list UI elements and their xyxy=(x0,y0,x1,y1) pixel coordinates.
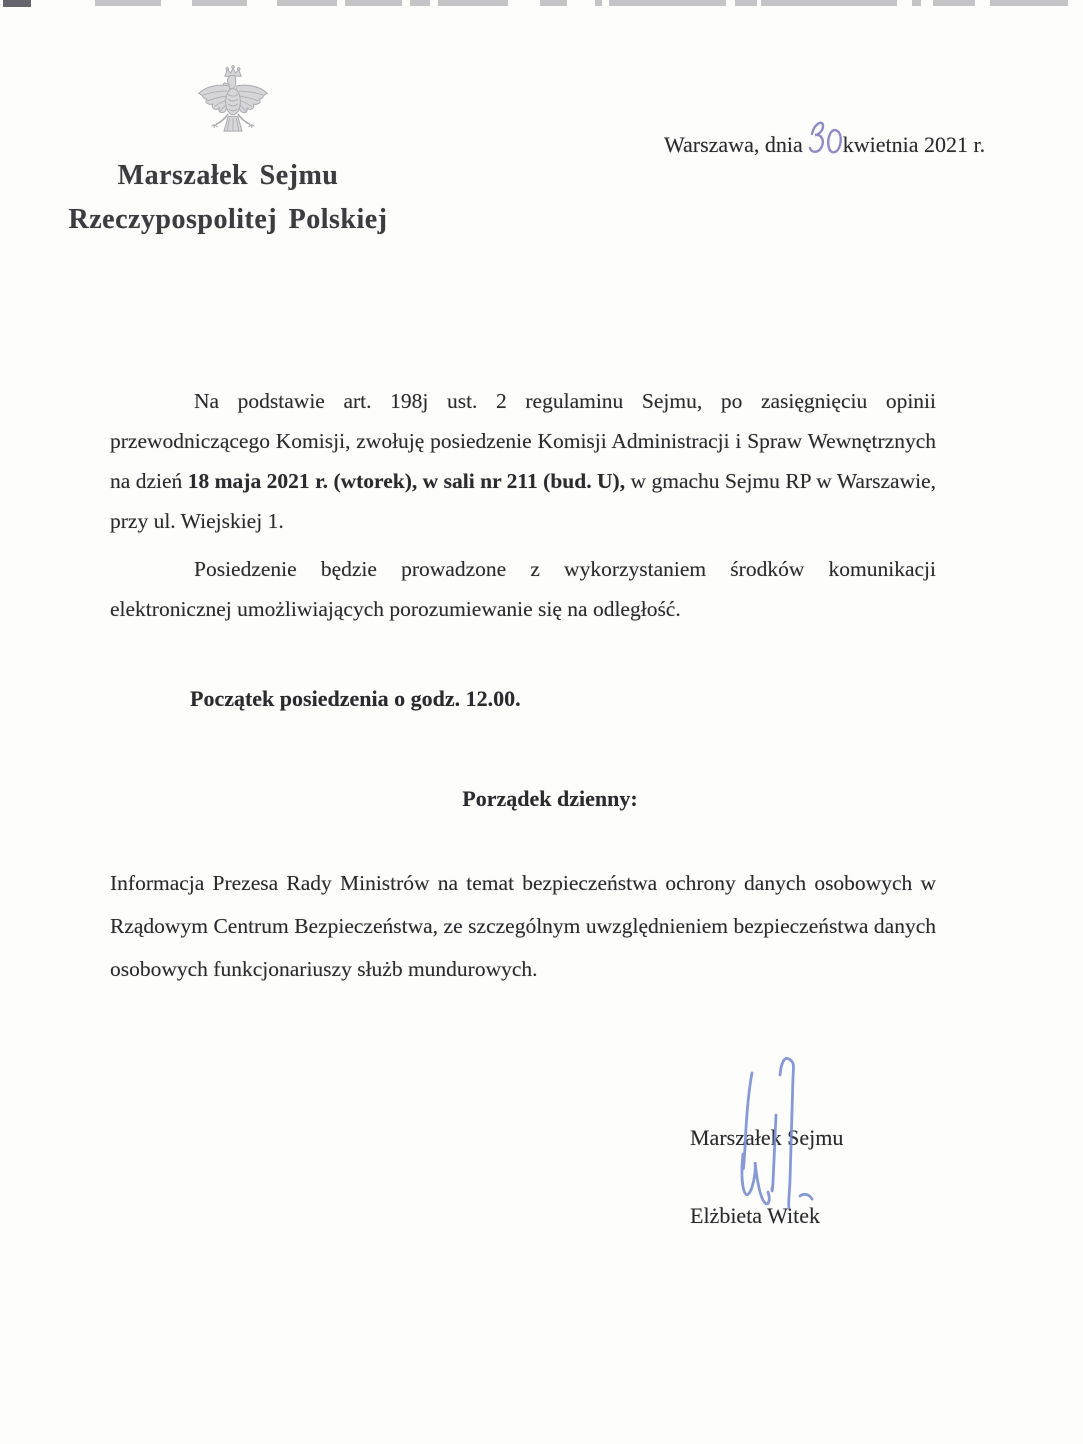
paragraph-legal-basis xyxy=(110,381,936,541)
dateline xyxy=(664,117,985,165)
agenda-heading: Porządek dzienny: xyxy=(462,786,638,811)
handwritten-day-30 xyxy=(805,117,847,165)
meeting-date-bold: 18 maja 2021 r. (wtorek), w sali nr 211 (bud. U), xyxy=(187,469,626,493)
signature-title: Marszałek Sejmu xyxy=(690,1125,844,1150)
agenda-item: Informacja Prezesa Rady Ministrów na temat bezpieczeństwa ochrony danych osobowych w Rządowym Centrum Bezpieczeństwa, ze szczególnym uwzględnieniem bezpieczeństwa danych osobowych funkcjonariuszy służb mundurowych. xyxy=(110,871,936,981)
dateline-prefix: Warszawa, dnia xyxy=(664,132,803,157)
paragraph-legal-basis-part1: Na podstawie art. 198j ust. 2 regulaminu Sejmu, po zasięgnięciu opinii przewodniczącego Komisji, zwołuję posiedzenie Komisji Administracji i Spraw Wewnętrznych na dzień xyxy=(110,389,936,493)
handwritten-signature-icon xyxy=(728,1052,823,1222)
signature-name: Elżbieta Witek xyxy=(690,1203,821,1228)
paragraph-remote-participation: Posiedzenie będzie prowadzone z wykorzystaniem środków komunikacji elektronicznej umożliwiających porozumiewanie się na odległość. xyxy=(110,557,936,621)
letterhead-title-line2: Rzeczypospolitej Polskiej xyxy=(68,204,388,235)
polish-eagle-emblem-icon xyxy=(191,64,275,154)
paragraph-legal-basis-part3: w gmachu Sejmu RP w Warszawie, przy ul. Wiejskiej 1. xyxy=(110,469,936,533)
start-time-line: Początek posiedzenia o godz. 12.00. xyxy=(190,686,521,711)
letterhead-title-line1: Marszałek Sejmu xyxy=(117,160,339,191)
dateline-suffix: kwietnia 2021 r. xyxy=(842,132,986,157)
